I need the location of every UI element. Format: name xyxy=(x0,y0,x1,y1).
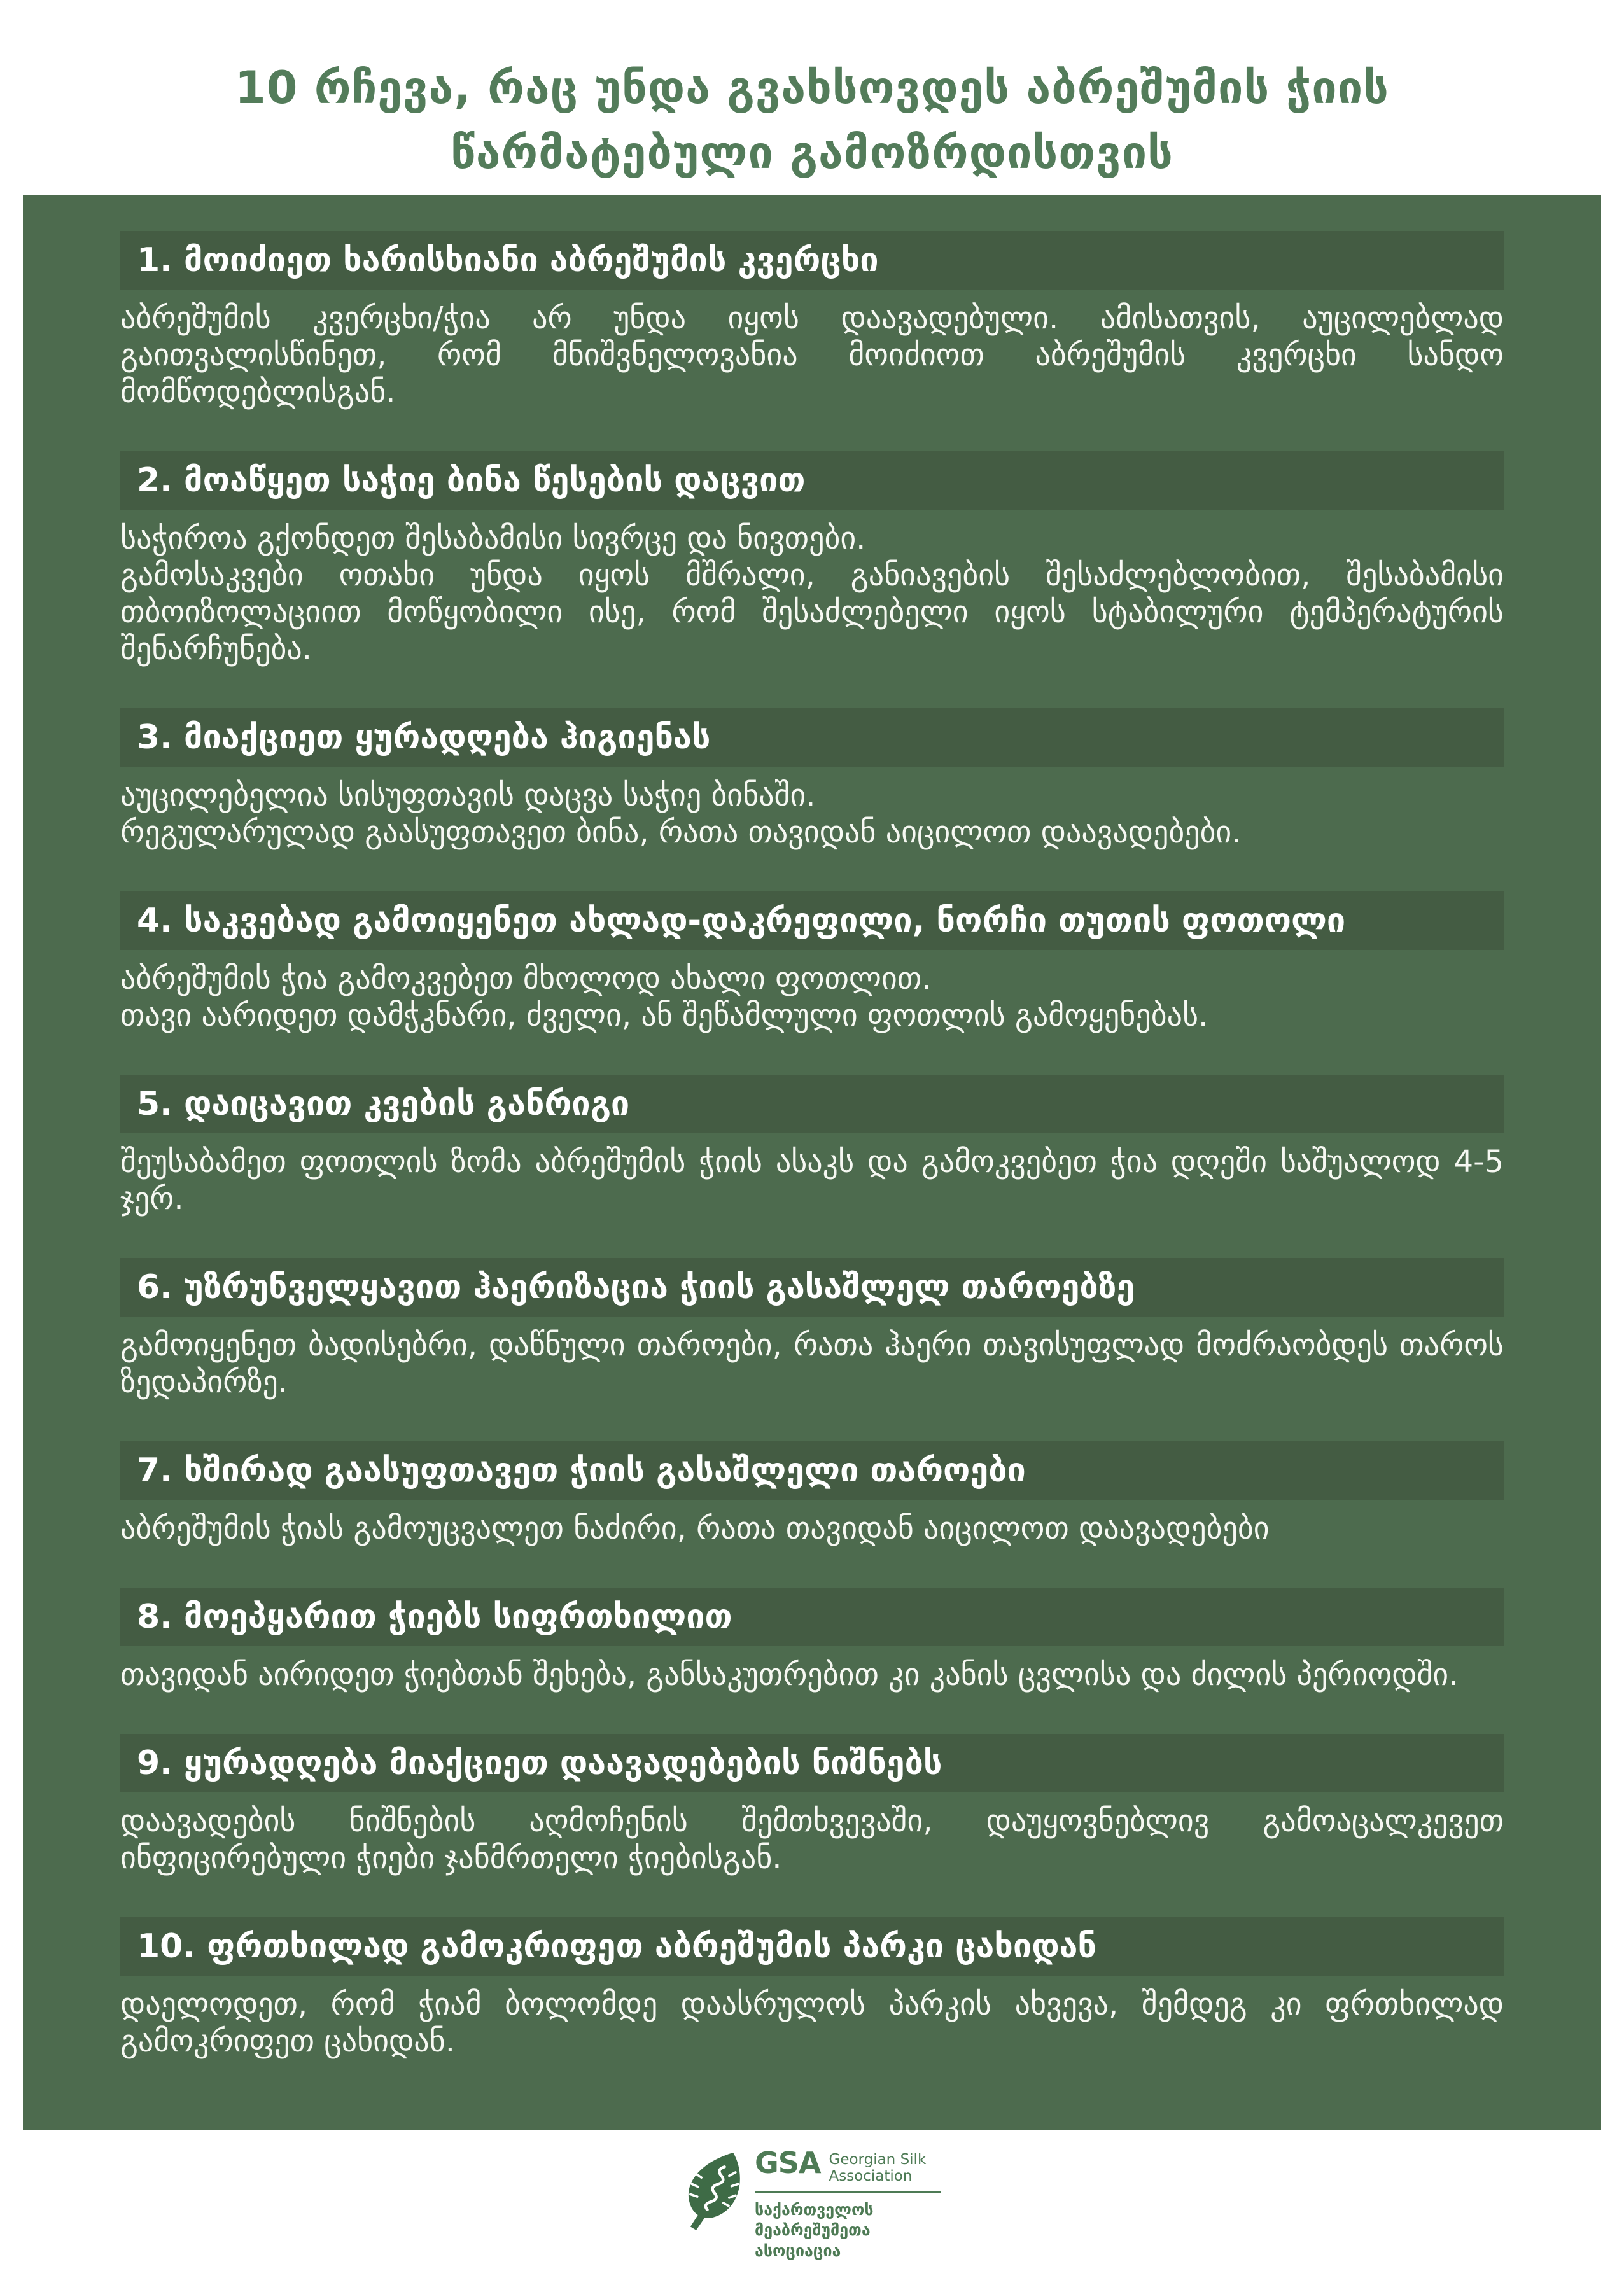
tip-body-4 xyxy=(120,960,1504,1034)
logo-name-line1: Georgian Silk xyxy=(829,2151,927,2168)
tip-section-1 xyxy=(120,231,1504,410)
logo-divider xyxy=(755,2191,941,2193)
tip-paragraph: დაელოდეთ, რომ ჭიამ ბოლომდე დაასრულოს პარკის ახვევა, შემდეგ კი ფრთხილად გამოკრიფეთ ცახიდან. xyxy=(120,1987,1504,2059)
logo-acronym: GSA xyxy=(755,2146,821,2180)
logo-georgian-name xyxy=(755,2200,941,2262)
tip-section-4 xyxy=(120,891,1504,1034)
tip-heading-2: 2. მოაწყეთ საჭიე ბინა წესების დაცვით xyxy=(120,451,1504,510)
tip-paragraph: საჭიროა გქონდეთ შესაბამისი სივრცე და ნივთები. xyxy=(120,521,866,556)
tip-paragraph: გამოსაკვები ოთახი უნდა იყოს მშრალი, განიავების შესაძლებლობით, შესაბამისი თბოიზოლაციით მოწყობილი ისე, რომ შესაძლებელი იყოს სტაბილური ტემპერატურის შენარჩუნება. xyxy=(120,557,1504,667)
tip-heading-6: 6. უზრუნველყავით ჰაერიზაცია ჭიის გასაშლელ თაროებზე xyxy=(120,1258,1504,1317)
tip-paragraph: დაავადების ნიშნების აღმოჩენის შემთხვევაში, დაუყოვნებლივ გამოაცალკევეთ ინფიცირებული ჭიები ჯანმრთელი ჭიებისგან. xyxy=(120,1803,1504,1876)
footer-logo xyxy=(0,2146,1624,2261)
tip-heading-7: 7. ხშირად გაასუფთავეთ ჭიის გასაშლელი თაროები xyxy=(120,1441,1504,1500)
logo-text-block xyxy=(755,2146,941,2261)
page-title-line1: 10 რჩევა, რაც უნდა გვახსოვდეს აბრეშუმის ჭიის xyxy=(235,62,1389,114)
tip-section-8 xyxy=(120,1588,1504,1693)
logo-georgian-line1: საქართველოს მეაბრეშუმეთა xyxy=(755,2200,874,2239)
page-title-line2: წარმატებული გამოზრდისთვის xyxy=(451,126,1173,179)
tips-panel xyxy=(23,195,1601,2130)
logo-name xyxy=(829,2149,927,2185)
tip-section-9 xyxy=(120,1734,1504,1876)
tip-heading-9: 9. ყურადღება მიაქციეთ დაავადებების ნიშნებს xyxy=(120,1734,1504,1792)
tip-section-10 xyxy=(120,1917,1504,2060)
tip-body-5 xyxy=(120,1143,1504,1217)
tip-paragraph: აბრეშუმის კვერცხი/ჭია არ უნდა იყოს დაავადებული. ამისათვის, აუცილებლად გაითვალისწინეთ, რომ მნიშვნელოვანია მოიძიოთ აბრეშუმის კვერცხი სანდო მომწოდებლისგან. xyxy=(120,300,1504,410)
tip-paragraph: აბრეშუმის ჭიას გამოუცვალეთ ნაძირი, რათა თავიდან აიცილოთ დაავადებები xyxy=(120,1511,1270,1546)
page-title xyxy=(0,56,1624,185)
tip-body-6 xyxy=(120,1327,1504,1401)
tip-body-10 xyxy=(120,1986,1504,2060)
tip-section-5 xyxy=(120,1075,1504,1217)
tip-section-6 xyxy=(120,1258,1504,1401)
tip-section-2 xyxy=(120,451,1504,667)
tip-body-2 xyxy=(120,520,1504,667)
tip-paragraph: თავი აარიდეთ დამჭკნარი, ძველი, ან შეწამლული ფოთლის გამოყენებას. xyxy=(120,998,1208,1033)
tip-heading-3: 3. მიაქციეთ ყურადღება ჰიგიენას xyxy=(120,708,1504,767)
tip-body-9 xyxy=(120,1803,1504,1876)
tip-body-3 xyxy=(120,777,1504,851)
leaf-svg xyxy=(683,2149,747,2232)
tip-paragraph: შეუსაბამეთ ფოთლის ზომა აბრეშუმის ჭიის ასაკს და გამოკვებეთ ჭია დღეში საშუალოდ 4-5 ჯერ. xyxy=(120,1144,1504,1217)
logo-name-line2: Association xyxy=(829,2167,913,2184)
tip-body-8 xyxy=(120,1656,1504,1693)
tip-paragraph: თავიდან აირიდეთ ჭიებთან შეხება, განსაკუთრებით კი კანის ცვლისა და ძილის პერიოდში. xyxy=(120,1657,1459,1693)
logo-georgian-line2: ასოციაცია xyxy=(755,2241,841,2260)
tip-heading-10: 10. ფრთხილად გამოკრიფეთ აბრეშუმის პარკი ცახიდან xyxy=(120,1917,1504,1976)
tip-body-1 xyxy=(120,300,1504,410)
tip-paragraph: აბრეშუმის ჭია გამოკვებეთ მხოლოდ ახალი ფოთლით. xyxy=(120,961,932,996)
tip-heading-8: 8. მოეპყარით ჭიებს სიფრთხილით xyxy=(120,1588,1504,1646)
logo-top-row xyxy=(755,2146,941,2185)
tip-body-7 xyxy=(120,1510,1504,1547)
tip-section-7 xyxy=(120,1441,1504,1547)
tip-heading-1: 1. მოიძიეთ ხარისხიანი აბრეშუმის კვერცხი xyxy=(120,231,1504,290)
tip-section-3 xyxy=(120,708,1504,851)
tip-paragraph: რეგულარულად გაასუფთავეთ ბინა, რათა თავიდან აიცილოთ დაავადებები. xyxy=(120,814,1242,850)
tip-heading-5: 5. დაიცავით კვების განრიგი xyxy=(120,1075,1504,1133)
mulberry-leaf-icon xyxy=(683,2149,747,2232)
tip-paragraph: აუცილებელია სისუფთავის დაცვა საჭიე ბინაში. xyxy=(120,778,816,813)
tip-heading-4: 4. საკვებად გამოიყენეთ ახლად-დაკრეფილი, ნორჩი თუთის ფოთოლი xyxy=(120,891,1504,950)
tip-paragraph: გამოიყენეთ ბადისებრი, დაწნული თაროები, რათა ჰაერი თავისუფლად მოძრაობდეს თაროს ზედაპირზე. xyxy=(120,1327,1504,1400)
